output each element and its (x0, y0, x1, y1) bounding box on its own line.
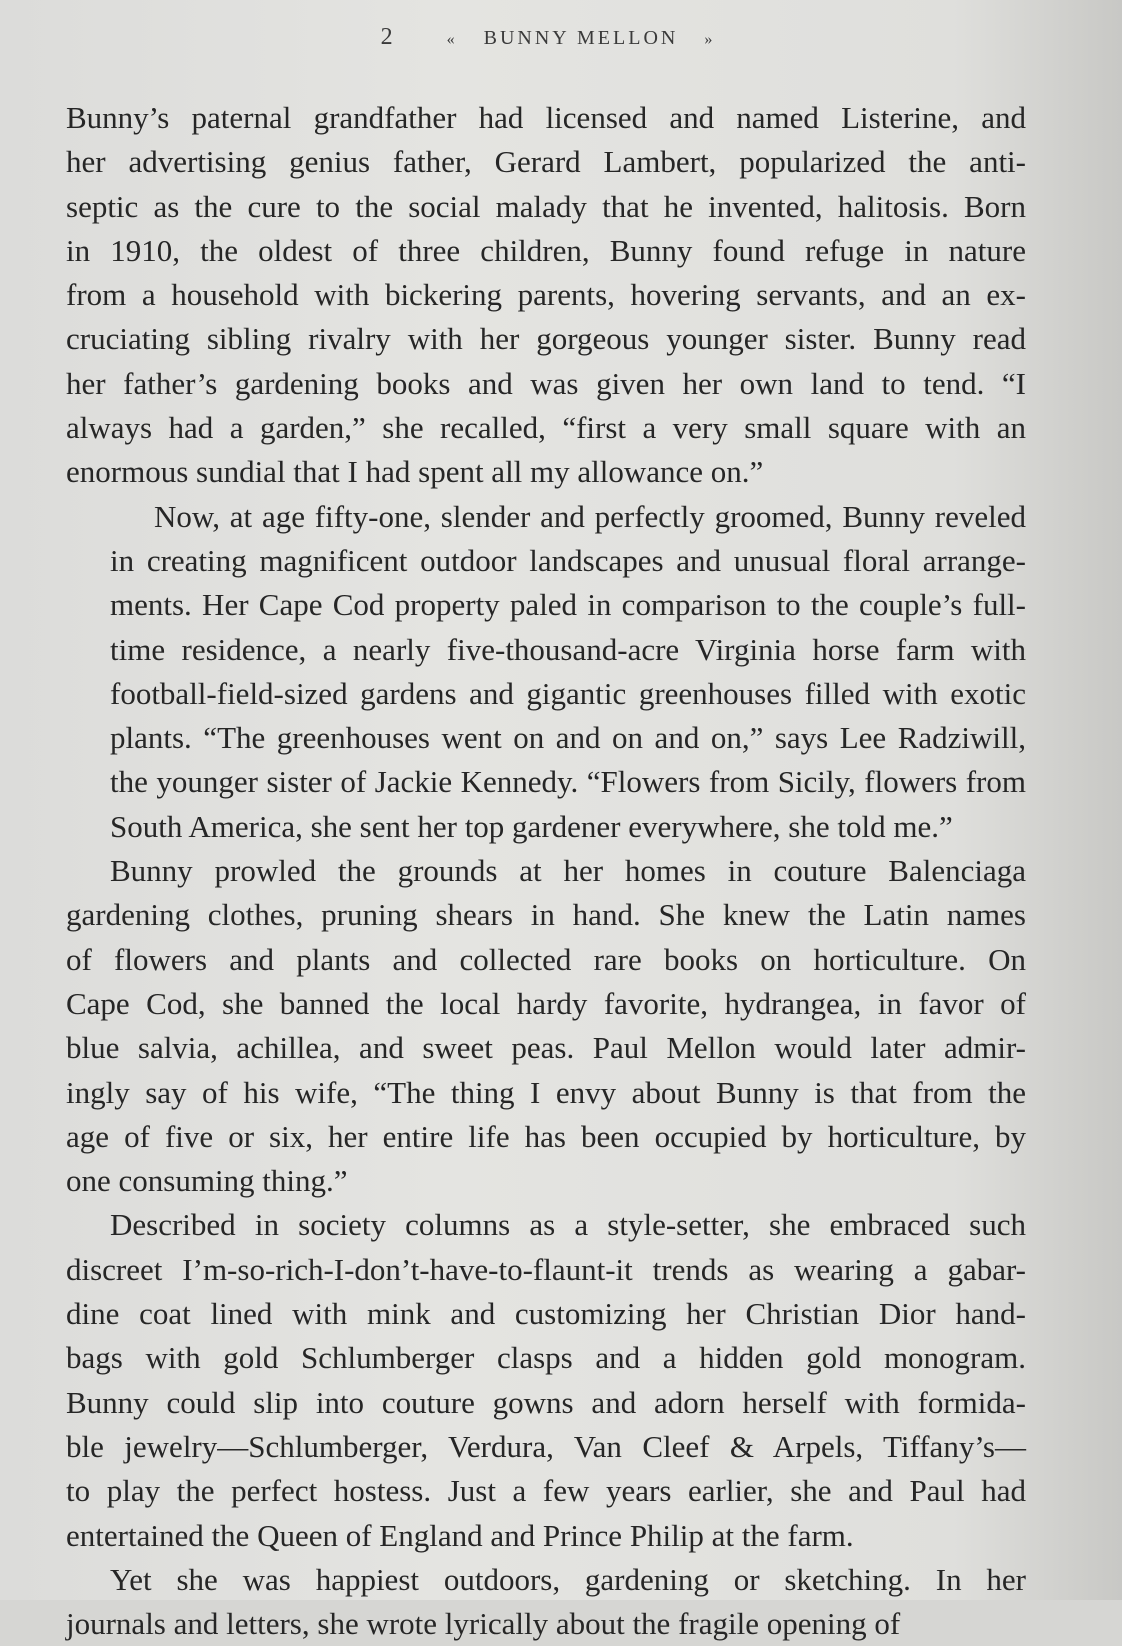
text-line: discreet I’m-so-rich-I-don’t-have-to-flaunt-it trends as wearing a gabar- (66, 1251, 1026, 1287)
text-line: Bunny’s paternal grandfather had licensed and named Listerine, and (66, 100, 1026, 135)
text-line: ingly say of his wife, “The thing I envy about Bunny is that from the (66, 1074, 1026, 1110)
running-head (0, 24, 1122, 51)
text-line: entertained the Queen of England and Prince Philip at the farm. (66, 1517, 854, 1553)
text-line: blue salvia, achillea, and sweet peas. Paul Mellon would later admir- (66, 1030, 1026, 1066)
text-line: bags with gold Schlumberger clasps and a hidden gold monogram. (66, 1340, 1026, 1376)
text-line: football-field-sized gardens and gigantic greenhouses filled with exotic (110, 675, 1026, 711)
text-line: Yet she was happiest outdoors, gardening or sketching. In her (110, 1561, 1026, 1597)
text-line: the younger sister of Jackie Kennedy. “Flowers from Sicily, flowers from (110, 764, 1026, 800)
left-guillemet: « (446, 31, 458, 48)
text-line: to play the perfect hostess. Just a few years earlier, she and Paul had (66, 1473, 1026, 1509)
text-line: ments. Her Cape Cod property paled in comparison to the couple’s full- (110, 587, 1026, 623)
text-line: Described in society columns as a style-setter, she embraced such (110, 1207, 1026, 1243)
text-line: Cape Cod, she banned the local hardy favorite, hydrangea, in favor of (66, 985, 1026, 1021)
paragraph-4 (66, 1203, 1026, 1557)
text-line: her advertising genius father, Gerard Lambert, popularized the anti- (66, 144, 1026, 180)
text-line: age of five or six, her entire life has been occupied by horticulture, by (66, 1118, 1026, 1154)
text-line: journals and letters, she wrote lyrically about the fragile opening of (66, 1606, 901, 1642)
text-line: her father’s gardening books and was given her own land to tend. “I (66, 365, 1026, 401)
text-line: cruciating sibling rivalry with her gorgeous younger sister. Bunny read (66, 321, 1026, 357)
text-line: one consuming thing.” (66, 1163, 348, 1199)
text-line: septic as the cure to the social malady that he invented, halitosis. Born (66, 188, 1026, 224)
paragraph-2 (66, 495, 1026, 849)
page-number: 2 (380, 24, 393, 50)
text-line: time residence, a nearly five-thousand-acre Virginia horse farm with (110, 631, 1026, 667)
running-title: BUNNY MELLON (483, 27, 679, 49)
paragraph-3 (66, 849, 1026, 1203)
text-line: dine coat lined with mink and customizing her Christian Dior hand- (66, 1296, 1026, 1332)
text-line: Bunny prowled the grounds at her homes in couture Balenciaga (110, 853, 1026, 889)
paragraph-1 (66, 96, 1026, 495)
text-line: always had a garden,” she recalled, “first a very small square with an (66, 410, 1026, 446)
text-line: in 1910, the oldest of three children, Bunny found refuge in nature (66, 232, 1026, 268)
paragraph-5 (66, 1558, 1026, 1646)
text-line: in creating magnificent outdoor landscapes and unusual floral arrange- (110, 542, 1026, 578)
text-line: Bunny could slip into couture gowns and adorn herself with formida- (66, 1384, 1026, 1420)
text-line: gardening clothes, pruning shears in hand. She knew the Latin names (66, 897, 1026, 933)
text-line: Now, at age fifty-one, slender and perfectly groomed, Bunny reveled (154, 498, 1026, 534)
text-line: South America, she sent her top gardener everywhere, she told me.” (110, 808, 953, 844)
text-line: from a household with bickering parents, hovering servants, and an ex- (66, 277, 1026, 313)
body-text (66, 96, 1026, 1646)
text-line: plants. “The greenhouses went on and on and on,” says Lee Radziwill, (110, 720, 1026, 756)
text-line: of flowers and plants and collected rare books on horticulture. On (66, 941, 1026, 977)
text-line: enormous sundial that I had spent all my allowance on.” (66, 454, 764, 490)
text-line: ble jewelry—Schlumberger, Verdura, Van Cleef & Arpels, Tiffany’s— (66, 1428, 1026, 1464)
right-guillemet: » (704, 31, 716, 48)
